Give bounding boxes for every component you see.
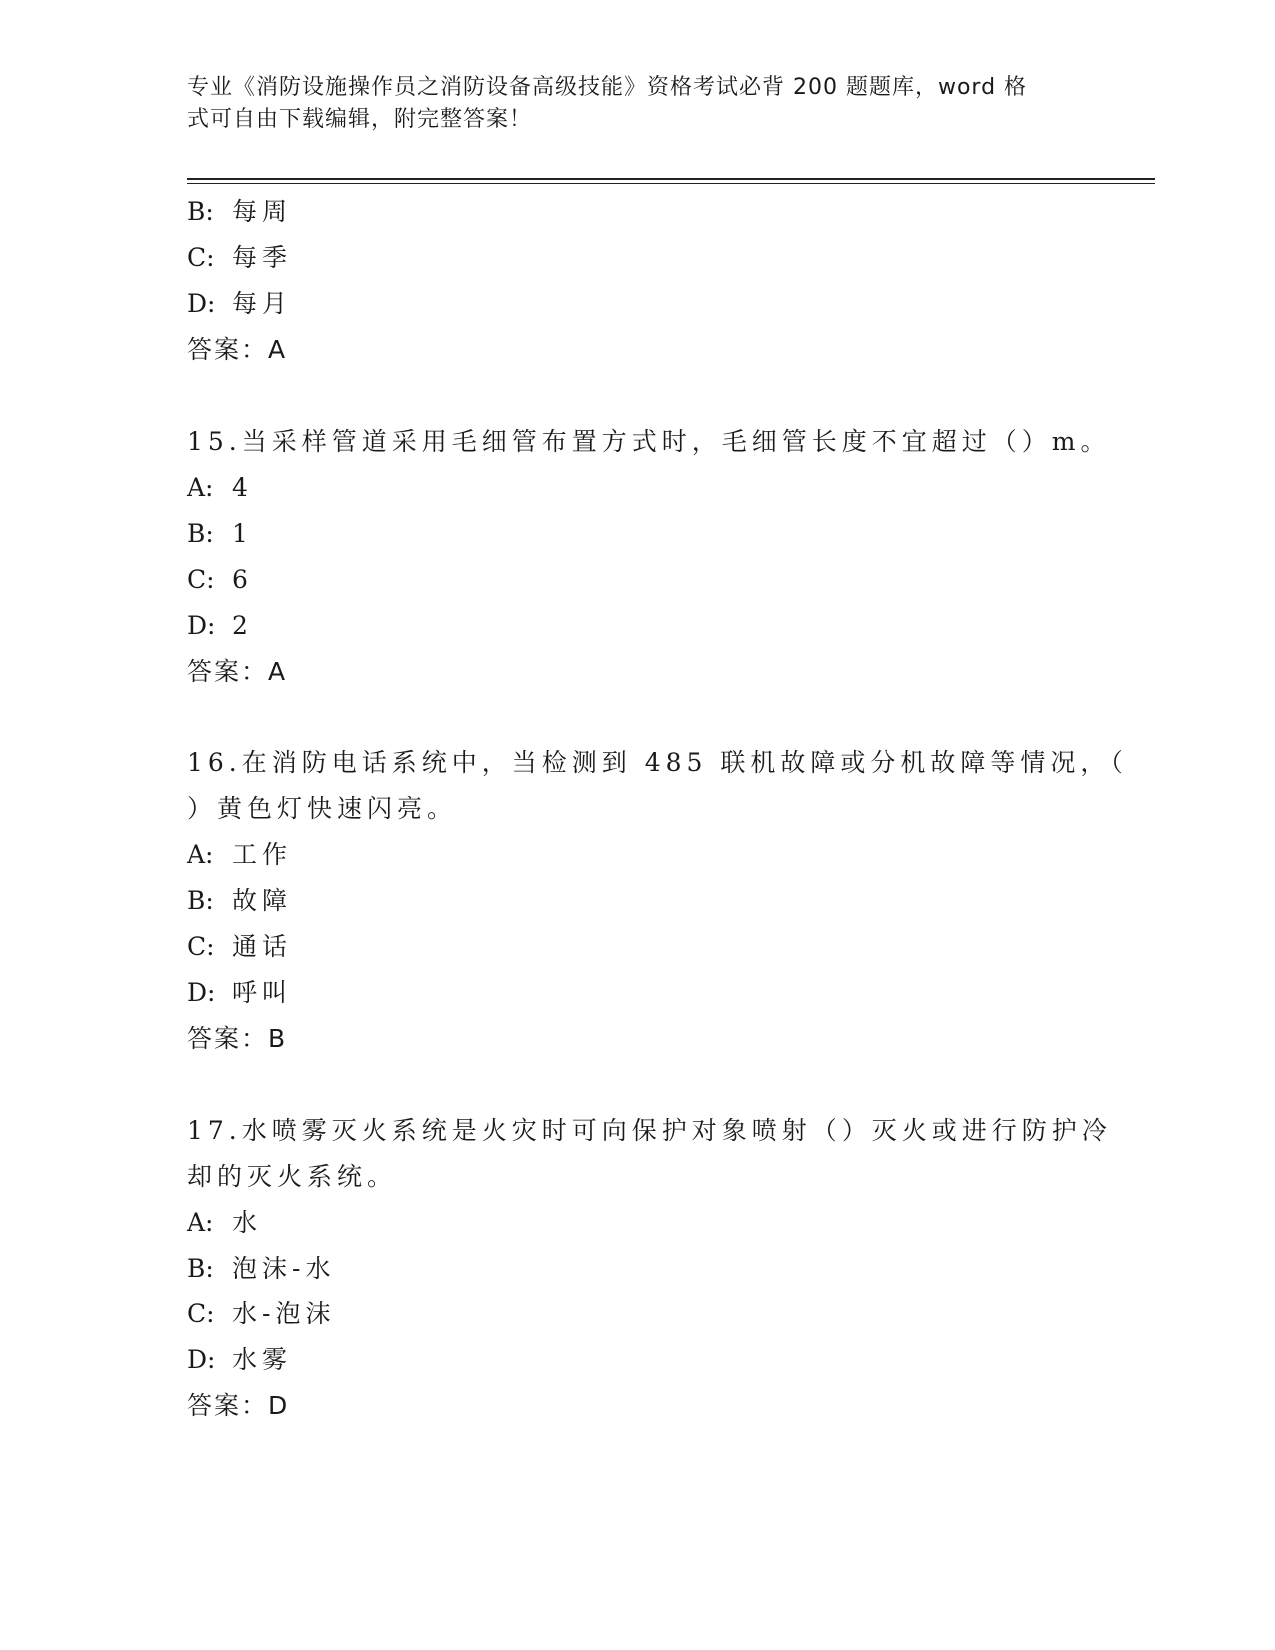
answer: 答案：A — [187, 335, 288, 364]
answer: 答案：D — [187, 1391, 290, 1420]
header-divider-thick — [187, 178, 1155, 180]
option-b: B: 1 — [187, 519, 253, 548]
option-b: B: 故障 — [187, 886, 293, 915]
option-d: D: 水雾 — [187, 1345, 293, 1374]
answer: 答案：A — [187, 657, 288, 686]
option-a: A: 水 — [187, 1208, 263, 1237]
question-16-stem-cont: ）黄色灯快速闪亮。 — [187, 794, 458, 823]
option-b: B: 每周 — [187, 197, 293, 226]
option-a: A: 工作 — [187, 840, 293, 869]
answer: 答案：B — [187, 1024, 288, 1053]
option-b: B: 泡沫-水 — [187, 1254, 336, 1283]
page-header — [187, 72, 1077, 136]
option-c: C: 每季 — [187, 243, 293, 272]
option-c: C: 水-泡沫 — [187, 1299, 336, 1328]
header-divider-thin — [187, 183, 1155, 184]
question-15-stem: 15.当采样管道采用毛细管布置方式时，毛细管长度不宜超过（）m。 — [187, 427, 1111, 456]
question-17-stem-cont: 却的灭火系统。 — [187, 1162, 398, 1191]
question-17-stem: 17.水喷雾灭火系统是火灾时可向保护对象喷射（）灭火或进行防护冷 — [187, 1116, 1112, 1145]
option-c: C: 通话 — [187, 932, 293, 961]
option-d: D: 每月 — [187, 289, 293, 318]
option-d: D: 2 — [187, 611, 253, 640]
header-line-2: 式可自由下载编辑，附完整答案！ — [187, 107, 533, 132]
header-line-1: 专业《消防设施操作员之消防设备高级技能》资格考试必背 200 题题库，word 格 — [187, 75, 1028, 100]
option-a: A: 4 — [187, 473, 253, 502]
question-16-stem: 16.在消防电话系统中，当检测到 485 联机故障或分机故障等情况，（ — [187, 748, 1128, 777]
option-c: C: 6 — [187, 565, 253, 594]
option-d: D: 呼叫 — [187, 978, 293, 1007]
